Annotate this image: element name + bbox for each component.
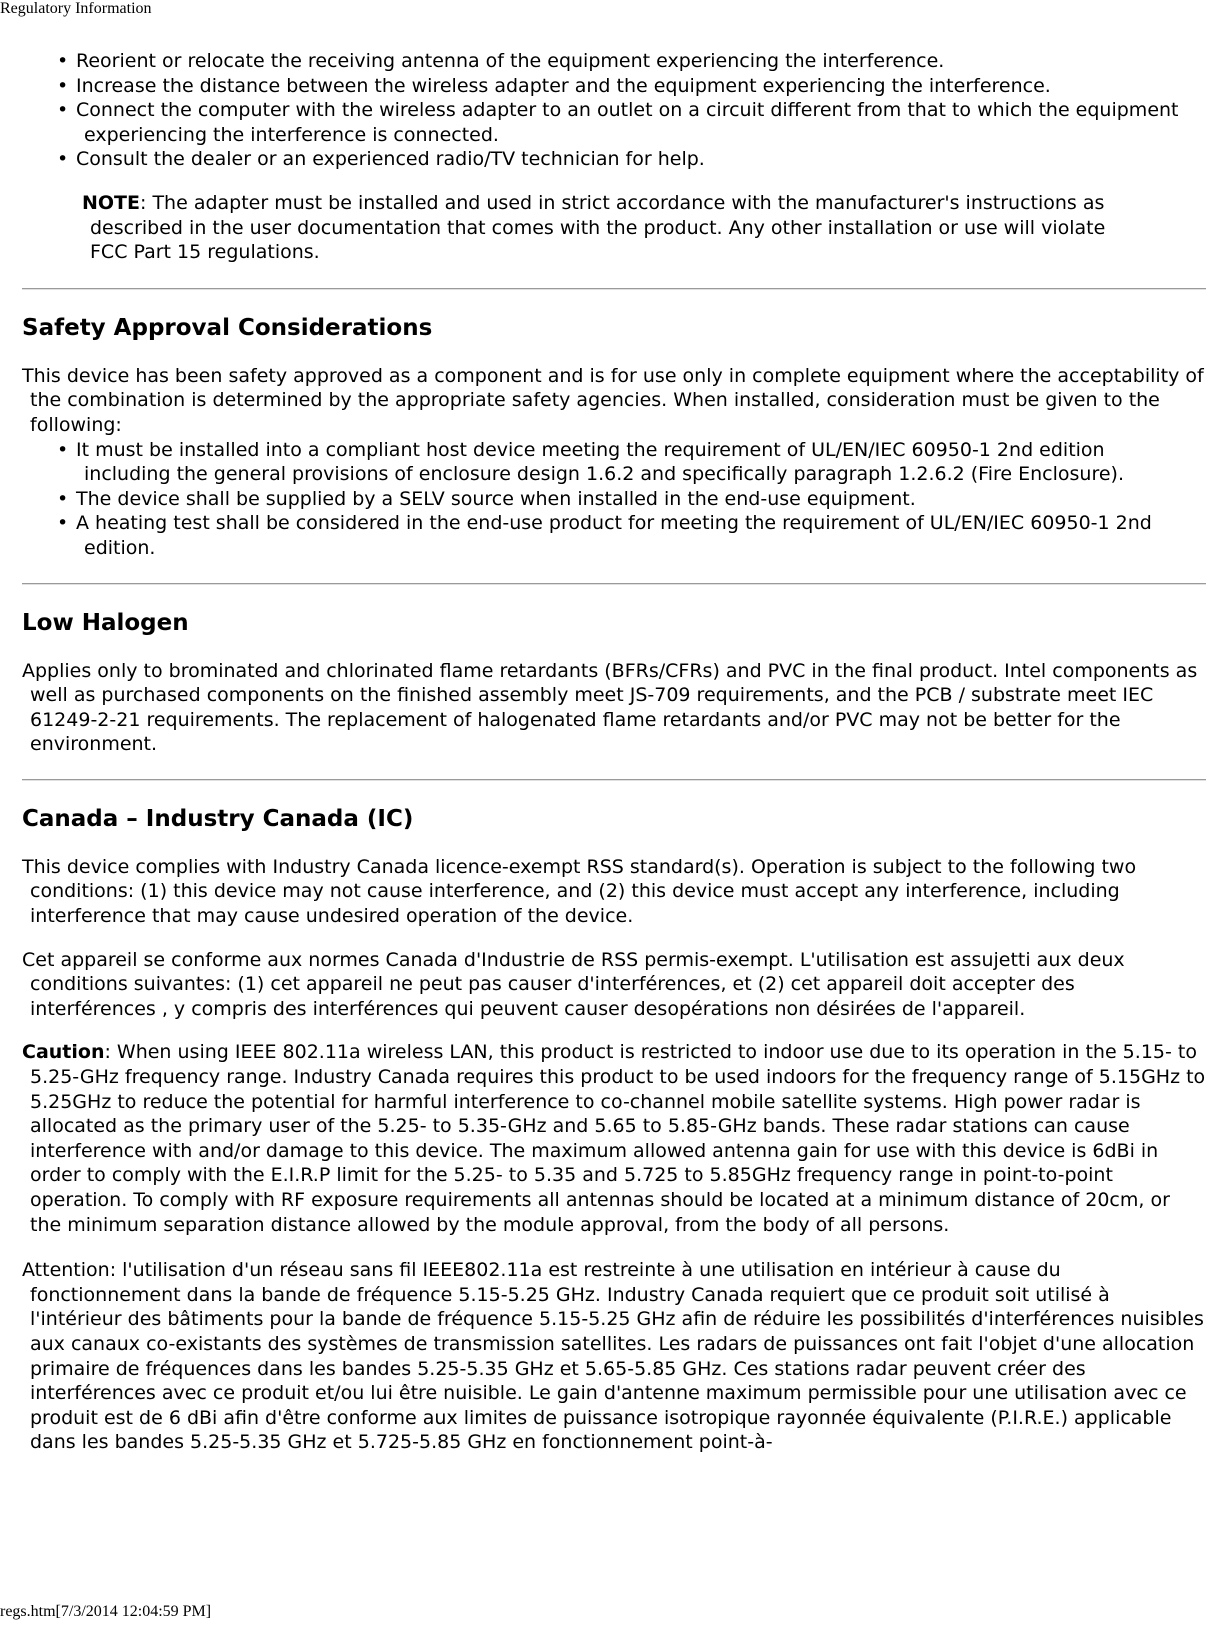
note-label: NOTE — [82, 191, 140, 214]
halogen-text: Applies only to brominated and chlorinated flame retardants (BFRs/CFRs) and PVC in the final product. Intel components as well as purchased components on the finished assembly meet JS-709 requirements, and the PCB / substrate meet IEC 61249-2-21 requirements. The replacement of halogenated flame retardants and/or PVC may not be better for the environment. — [22, 659, 1198, 756]
document-body — [22, 49, 1206, 1455]
list-item: • Increase the distance between the wireless adapter and the equipment experiencing the interference. — [22, 74, 1180, 99]
note-text: : The adapter must be installed and used in strict accordance with the manufacturer's instructions as described in the user documentation that comes with the product. Any other installation or use will violate FCC Part 15 regulations. — [90, 191, 1106, 264]
caution-text: : When using IEEE 802.11a wireless LAN, this product is restricted to indoor use due to its operation in the 5.15- to 5.25-GHz frequency range. Industry Canada requires this product to be used indoors for the frequency range of 5.15GHz to 5.25GHz to reduce the potential for harmful interference to co-channel mobile satellite systems. High power radar is allocated as the primary user of the 5.25- to 5.35-GHz and 5.65 to 5.85-GHz bands. These radar stations can cause interference with and/or damage to this device. The maximum allowed antenna gain for use with this device is 6dBi in order to comply with the E.I.R.P limit for the 5.25- to 5.35 and 5.725 to 5.85GHz frequency range in point-to-point operation. To comply with RF exposure requirements all antennas should be located at a minimum distance of 20cm, or the minimum separation distance allowed by the module approval, from the body of all persons. — [30, 1041, 1206, 1236]
canada-p1: This device complies with Industry Canada licence-exempt RSS standard(s). Operation is subject to the following two conditions: (1) this device may not cause interference, and (2) this device must accept any interference, including interference that may cause undesired operation of the device. — [22, 855, 1137, 928]
list-item: • Reorient or relocate the receiving antenna of the equipment experiencing the interference. — [22, 49, 1180, 74]
divider — [22, 779, 1206, 781]
list-item: • The device shall be supplied by a SELV source when installed in the end-use equipment. — [22, 487, 1180, 512]
fcc-note — [22, 191, 1140, 265]
list-item: • A heating test shall be considered in the end-use product for meeting the requirement of UL/EN/IEC 60950-1 2nd edition. — [22, 511, 1180, 560]
page-header-title: Regulatory Information — [0, 0, 152, 17]
canada-p2: Cet appareil se conforme aux normes Canada d'Industrie de RSS permis-exempt. L'utilisation est assujetti aux deux conditions suivantes: (1) cet appareil ne peut pas causer d'interférences, et (2) cet appareil doit accepter des interférences , y compris des interférences qui peuvent causer desopérations non désirées de l'appareil. — [22, 948, 1125, 1020]
fcc-bullet-list — [22, 49, 1206, 172]
safety-heading: Safety Approval Considerations — [22, 314, 433, 341]
page-footer-file: regs.htm[7/3/2014 12:04:59 PM] — [0, 1603, 212, 1620]
list-item: • Connect the computer with the wireless adapter to an outlet on a circuit different from that to which the equipment experiencing the interference is connected. — [22, 98, 1180, 147]
halogen-heading: Low Halogen — [22, 609, 189, 636]
canada-attention: Attention: l'utilisation d'un réseau sans fil IEEE802.11a est restreinte à une utilisation en intérieur à cause du fonctionnement dans la bande de fréquence 5.15-5.25 GHz. Industry Canada requiert que ce produit soit utilisé à l'intérieur des bâtiments pour la bande de fréquence 5.15-5.25 GHz afin de réduire les possibilités d'interférences nuisibles aux canaux co-existants des systèmes de transmission satellites. Les radars de puissances ont fait l'objet d'une allocation primaire de fréquences dans les bandes 5.25-5.35 GHz et 5.65-5.85 GHz. Ces stations radar peuvent créer des interférences avec ce produit et/ou lui être nuisible. Le gain d'antenne maximum permissible pour une utilisation avec ce produit est de 6 dBi afin d'être conforme aux limites de puissance isotropique rayonnée équivalente (P.I.R.E.) applicable dans les bandes 5.25-5.35 GHz et 5.725-5.85 GHz en fonctionnement point-à- — [22, 1259, 1204, 1454]
caution-label: Caution — [22, 1041, 105, 1064]
divider — [22, 583, 1206, 585]
safety-bullet-list — [22, 438, 1206, 561]
safety-intro: This device has been safety approved as a component and is for use only in complete equipment where the acceptability of the combination is determined by the appropriate safety agencies. When installed, consideration must be given to the following: — [22, 364, 1204, 436]
list-item: • Consult the dealer or an experienced radio/TV technician for help. — [22, 147, 1180, 172]
list-item: • It must be installed into a compliant host device meeting the requirement of UL/EN/IEC 60950-1 2nd edition including the general provisions of enclosure design 1.6.2 and specifically paragraph 1.2.6.2 (Fire Enclosure). — [22, 438, 1180, 487]
divider — [22, 288, 1206, 290]
canada-heading: Canada – Industry Canada (IC) — [22, 805, 414, 832]
canada-caution — [22, 1040, 1206, 1237]
